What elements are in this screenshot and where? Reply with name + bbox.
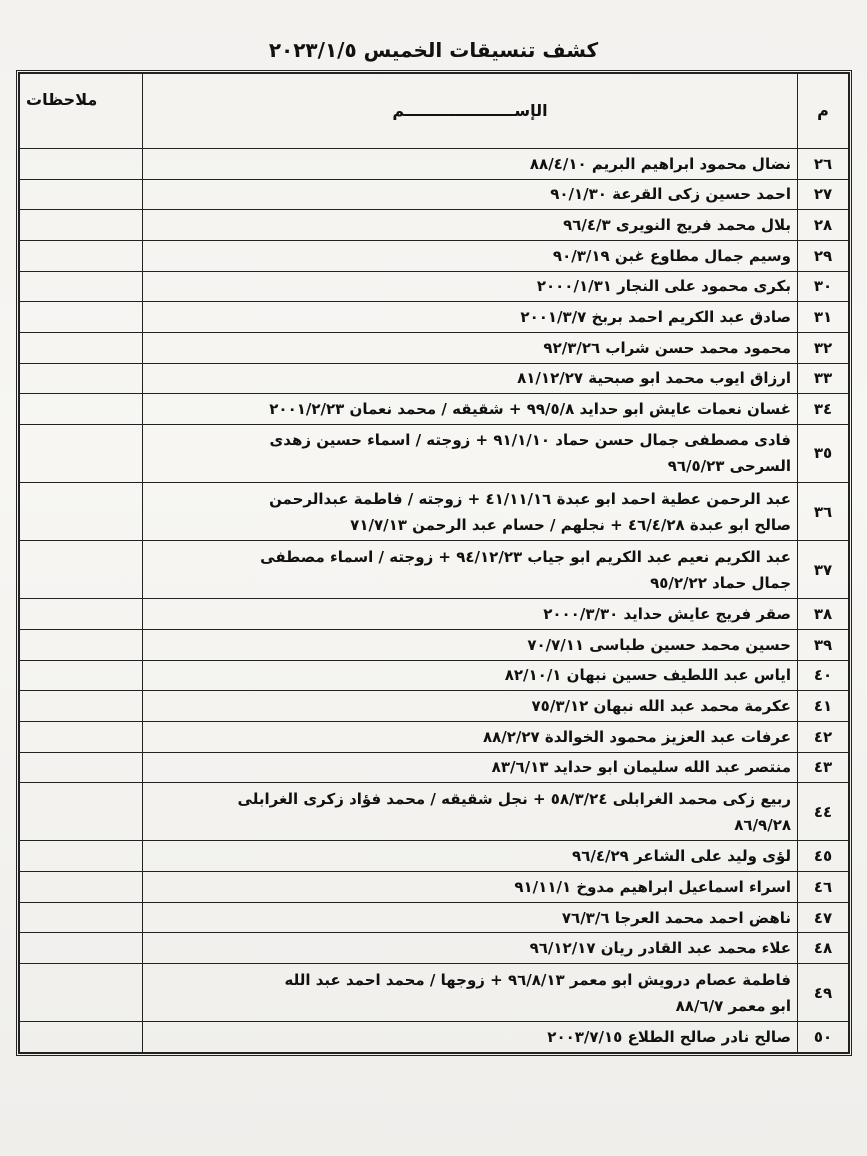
row-name-cell bbox=[143, 541, 798, 599]
row-name-line: علاء محمد عبد القادر ريان ٩٦/١٢/١٧ bbox=[529, 939, 791, 958]
row-notes-cell bbox=[20, 483, 143, 541]
row-notes-cell bbox=[20, 933, 143, 964]
row-name-cell bbox=[143, 483, 798, 541]
row-notes-cell bbox=[20, 149, 143, 180]
row-name-cell bbox=[143, 271, 798, 302]
row-name-line: عكرمة محمد عبد الله نبهان ٧٥/٣/١٢ bbox=[531, 697, 791, 716]
row-notes-cell bbox=[20, 841, 143, 872]
row-name-cell bbox=[143, 752, 798, 783]
row-name-line: نضال محمود ابراهيم البريم ٨٨/٤/١٠ bbox=[529, 154, 791, 173]
row-name-line: منتصر عبد الله سليمان ابو حدايد ٨٣/٦/١٣ bbox=[491, 758, 791, 777]
row-number: ٢٩ bbox=[798, 240, 849, 271]
row-name-cell bbox=[143, 629, 798, 660]
names-table-frame bbox=[16, 70, 852, 1056]
row-name-line: حسين محمد حسين طباسى ٧٠/٧/١١ bbox=[527, 635, 791, 654]
row-notes-cell bbox=[20, 599, 143, 630]
row-name-line: فادى مصطفى جمال حسن حماد ٩١/١/١٠ + زوجته / اسماء حسين زهدى bbox=[269, 431, 791, 450]
table-header-row bbox=[20, 74, 849, 149]
row-name-cell bbox=[143, 872, 798, 903]
row-name-cell bbox=[143, 332, 798, 363]
row-number: ٣٧ bbox=[798, 541, 849, 599]
row-number: ٣٣ bbox=[798, 363, 849, 394]
row-name-line: ٨٦/٩/٢٨ bbox=[734, 815, 791, 834]
row-name-line: اسراء اسماعيل ابراهيم مدوخ ٩١/١١/١ bbox=[514, 877, 791, 896]
row-notes-cell bbox=[20, 240, 143, 271]
row-name-line: فاطمة عصام درويش ابو معمر ٩٦/٨/١٣ + زوجها / محمد احمد عبد الله bbox=[284, 970, 791, 989]
row-notes-cell bbox=[20, 363, 143, 394]
row-notes-cell bbox=[20, 210, 143, 241]
row-name-line: عبد الرحمن عطية احمد ابو عبدة ٤١/١١/١٦ + زوجته / فاطمة عبدالرحمن bbox=[269, 489, 791, 508]
row-name-line: ارزاق ايوب محمد ابو صبحية ٨١/١٢/٢٧ bbox=[517, 369, 791, 388]
table-row bbox=[20, 752, 849, 783]
header-notes: ملاحظات bbox=[20, 74, 143, 149]
row-number: ٣٩ bbox=[798, 629, 849, 660]
row-notes-cell bbox=[20, 783, 143, 841]
row-number: ٢٧ bbox=[798, 179, 849, 210]
table-row bbox=[20, 691, 849, 722]
table-row bbox=[20, 902, 849, 933]
row-name-line: اياس عبد اللطيف حسين نبهان ٨٢/١٠/١ bbox=[504, 666, 791, 685]
row-name-line: غسان نعمات عايش ابو حدايد ٩٩/٥/٨ + شقيقه / محمد نعمان ٢٠٠١/٢/٢٣ bbox=[269, 400, 791, 419]
row-number: ٢٦ bbox=[798, 149, 849, 180]
row-name-cell bbox=[143, 363, 798, 394]
row-notes-cell bbox=[20, 691, 143, 722]
row-name-cell bbox=[143, 149, 798, 180]
row-notes-cell bbox=[20, 660, 143, 691]
document-title: كشف تنسيقات الخميس ٢٠٢٣/١/٥ bbox=[268, 38, 599, 62]
row-number: ٤٨ bbox=[798, 933, 849, 964]
header-num: م bbox=[798, 74, 849, 149]
row-notes-cell bbox=[20, 302, 143, 333]
names-table bbox=[19, 73, 849, 1053]
row-name-line: ابو معمر ٨٨/٦/٧ bbox=[675, 996, 791, 1015]
row-name-cell bbox=[143, 721, 798, 752]
row-number: ٣٤ bbox=[798, 394, 849, 425]
row-name-line: صالح ابو عبدة ٤٦/٤/٢٨ + نجلهم / حسام عبد الرحمن ٧١/٧/١٣ bbox=[350, 515, 791, 534]
row-number: ٢٨ bbox=[798, 210, 849, 241]
row-name-cell bbox=[143, 691, 798, 722]
row-number: ٤٣ bbox=[798, 752, 849, 783]
row-name-cell bbox=[143, 210, 798, 241]
row-name-cell bbox=[143, 660, 798, 691]
row-name-cell bbox=[143, 179, 798, 210]
row-number: ٣٥ bbox=[798, 424, 849, 482]
table-row bbox=[20, 302, 849, 333]
row-name-line: وسيم جمال مطاوع غبن ٩٠/٣/١٩ bbox=[552, 246, 791, 265]
row-notes-cell bbox=[20, 902, 143, 933]
table-row bbox=[20, 394, 849, 425]
row-notes-cell bbox=[20, 629, 143, 660]
table-row bbox=[20, 424, 849, 482]
table-row bbox=[20, 1022, 849, 1053]
row-number: ٣٦ bbox=[798, 483, 849, 541]
row-number: ٣٨ bbox=[798, 599, 849, 630]
row-notes-cell bbox=[20, 271, 143, 302]
row-name-line: ربيع زكى محمد الغرابلى ٥٨/٣/٢٤ + نجل شقيقه / محمد فؤاد زكرى الغرابلى bbox=[237, 789, 791, 808]
row-number: ٤٦ bbox=[798, 872, 849, 903]
table-row bbox=[20, 210, 849, 241]
row-name-line: بلال محمد فريج النويرى ٩٦/٤/٣ bbox=[563, 216, 791, 235]
row-name-line: السرحى ٩٦/٥/٢٣ bbox=[667, 457, 791, 476]
row-name-cell bbox=[143, 933, 798, 964]
row-name-cell bbox=[143, 394, 798, 425]
table-row bbox=[20, 271, 849, 302]
row-name-line: عبد الكريم نعيم عبد الكريم ابو جياب ٩٤/١٢/٢٣ + زوجته / اسماء مصطفى bbox=[260, 547, 791, 566]
row-notes-cell bbox=[20, 752, 143, 783]
table-row bbox=[20, 599, 849, 630]
row-name-cell bbox=[143, 240, 798, 271]
row-name-line: محمود محمد حسن شراب ٩٢/٣/٢٦ bbox=[543, 338, 791, 357]
row-number: ٣١ bbox=[798, 302, 849, 333]
row-notes-cell bbox=[20, 964, 143, 1022]
row-number: ٤٥ bbox=[798, 841, 849, 872]
row-number: ٤٤ bbox=[798, 783, 849, 841]
table-row bbox=[20, 149, 849, 180]
row-notes-cell bbox=[20, 721, 143, 752]
row-number: ٤٢ bbox=[798, 721, 849, 752]
row-name-line: صقر فريج عايش حدايد ٢٠٠٠/٣/٣٠ bbox=[543, 605, 791, 624]
row-number: ٣٠ bbox=[798, 271, 849, 302]
row-name-cell bbox=[143, 783, 798, 841]
row-number: ٣٢ bbox=[798, 332, 849, 363]
row-name-cell bbox=[143, 424, 798, 482]
row-name-line: صالح نادر صالح الطلاع ٢٠٠٣/٧/١٥ bbox=[547, 1028, 791, 1047]
table-row bbox=[20, 363, 849, 394]
row-name-cell bbox=[143, 841, 798, 872]
row-notes-cell bbox=[20, 1022, 143, 1053]
row-number: ٤٠ bbox=[798, 660, 849, 691]
row-number: ٤٩ bbox=[798, 964, 849, 1022]
table-row bbox=[20, 332, 849, 363]
row-number: ٤١ bbox=[798, 691, 849, 722]
header-name: الإســــــــــــــــــــم bbox=[143, 74, 798, 149]
table-row bbox=[20, 660, 849, 691]
row-name-cell bbox=[143, 964, 798, 1022]
row-name-line: ناهض احمد محمد العرجا ٧٦/٣/٦ bbox=[561, 908, 791, 927]
table-row bbox=[20, 240, 849, 271]
table-row bbox=[20, 872, 849, 903]
table-body bbox=[20, 149, 849, 1053]
table-row bbox=[20, 783, 849, 841]
row-name-line: جمال حماد ٩٥/٢/٢٢ bbox=[650, 573, 791, 592]
row-name-line: بكرى محمود على النجار ٢٠٠٠/١/٣١ bbox=[536, 277, 791, 296]
row-name-cell bbox=[143, 302, 798, 333]
table-row bbox=[20, 483, 849, 541]
row-notes-cell bbox=[20, 872, 143, 903]
row-name-line: احمد حسين زكى القرعة ٩٠/١/٣٠ bbox=[550, 185, 791, 204]
table-row bbox=[20, 721, 849, 752]
row-notes-cell bbox=[20, 394, 143, 425]
row-notes-cell bbox=[20, 541, 143, 599]
row-name-line: صادق عبد الكريم احمد بربخ ٢٠٠١/٣/٧ bbox=[520, 308, 791, 327]
row-name-line: عرفات عبد العزيز محمود الخوالدة ٨٨/٢/٢٧ bbox=[482, 727, 791, 746]
table-row bbox=[20, 179, 849, 210]
table-row bbox=[20, 933, 849, 964]
table-row bbox=[20, 841, 849, 872]
row-notes-cell bbox=[20, 332, 143, 363]
row-name-line: لؤى وليد على الشاعر ٩٦/٤/٢٩ bbox=[572, 847, 791, 866]
row-number: ٤٧ bbox=[798, 902, 849, 933]
row-number: ٥٠ bbox=[798, 1022, 849, 1053]
table-row bbox=[20, 541, 849, 599]
row-name-cell bbox=[143, 902, 798, 933]
row-notes-cell bbox=[20, 179, 143, 210]
row-notes-cell bbox=[20, 424, 143, 482]
table-row bbox=[20, 629, 849, 660]
table-row bbox=[20, 964, 849, 1022]
row-name-cell bbox=[143, 1022, 798, 1053]
row-name-cell bbox=[143, 599, 798, 630]
